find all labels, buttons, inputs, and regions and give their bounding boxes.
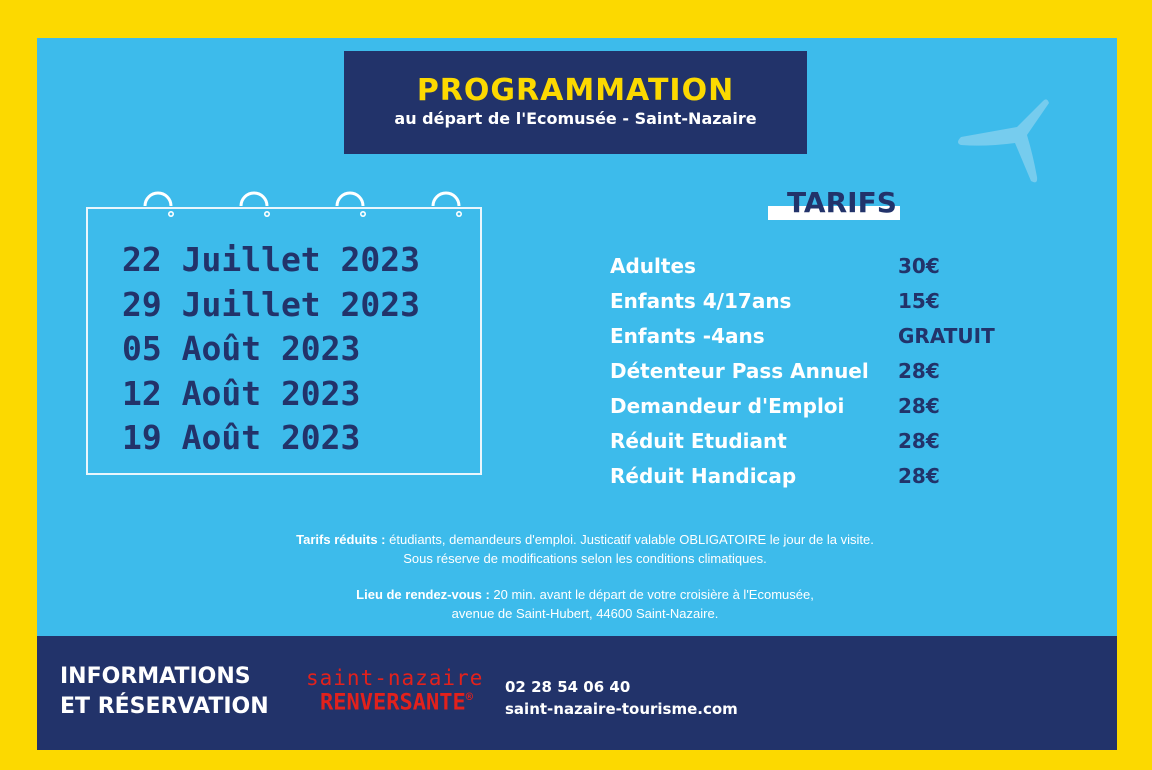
price-row <box>610 390 1030 425</box>
price-label: Demandeur d'Emploi <box>610 394 845 418</box>
price-row <box>610 320 1030 355</box>
price-row <box>610 285 1030 320</box>
boomerang-icon <box>955 95 1055 195</box>
website-link[interactable]: saint-nazaire-tourisme.com <box>505 700 738 718</box>
reduced-rate-label: Tarifs réduits : <box>296 532 386 547</box>
registered-mark: ® <box>465 690 473 704</box>
meeting-point-note <box>150 585 1020 623</box>
calendar-ring-icon <box>334 190 366 218</box>
price-value: 15€ <box>898 289 940 313</box>
meeting-point-label: Lieu de rendez-vous : <box>356 587 490 602</box>
price-row <box>610 355 1030 390</box>
tarifs-title: TARIFS <box>787 186 897 219</box>
calendar-ring-icon <box>142 190 174 218</box>
page-subtitle: au départ de l'Ecomusée - Saint-Nazaire <box>394 109 757 128</box>
price-label: Adultes <box>610 254 696 278</box>
price-list <box>610 250 1030 495</box>
calendar-ring-icon <box>238 190 270 218</box>
price-label: Réduit Etudiant <box>610 429 787 453</box>
price-value: 28€ <box>898 429 940 453</box>
price-value: 30€ <box>898 254 940 278</box>
date-item: 05 Août 2023 <box>122 329 361 368</box>
price-row <box>610 460 1030 495</box>
logo-text-top: saint-nazaire <box>306 666 484 690</box>
info-line: ET RÉSERVATION <box>60 694 269 719</box>
calendar-ring-icon <box>430 190 462 218</box>
price-row <box>610 250 1030 285</box>
date-item: 12 Août 2023 <box>122 373 361 413</box>
weather-note: Sous réserve de modifications selon les conditions climatiques. <box>403 551 767 566</box>
header-box <box>344 51 807 154</box>
logo-wordmark: RENVERSANTE <box>320 690 466 716</box>
info-line: INFORMATIONS <box>60 664 251 689</box>
date-list <box>122 238 420 461</box>
price-label: Réduit Handicap <box>610 464 797 488</box>
price-value: GRATUIT <box>898 324 995 348</box>
phone-number[interactable]: 02 28 54 06 40 <box>505 678 631 696</box>
price-label: Détenteur Pass Annuel <box>610 359 869 383</box>
date-item: 29 Juillet 2023 <box>122 284 421 324</box>
price-value: 28€ <box>898 359 940 383</box>
meeting-point-text: 20 min. avant le départ de votre croisière à l'Ecomusée, <box>489 587 814 602</box>
date-item: 22 Juillet 2023 <box>122 240 421 279</box>
reduced-rate-note <box>150 530 1020 568</box>
logo-text-bottom <box>320 690 473 715</box>
price-value: 28€ <box>898 394 940 418</box>
date-item: 19 Août 2023 <box>122 418 361 457</box>
price-value: 28€ <box>898 464 940 488</box>
price-label: Enfants -4ans <box>610 324 765 348</box>
info-heading <box>60 662 269 722</box>
meeting-address: avenue de Saint-Hubert, 44600 Saint-Nazaire. <box>451 606 719 621</box>
price-label: Enfants 4/17ans <box>610 289 792 313</box>
price-row <box>610 425 1030 460</box>
page-title: PROGRAMMATION <box>416 73 735 108</box>
reduced-rate-text: étudiants, demandeurs d'emploi. Justicatif valable OBLIGATOIRE le jour de la visite. <box>385 532 874 547</box>
